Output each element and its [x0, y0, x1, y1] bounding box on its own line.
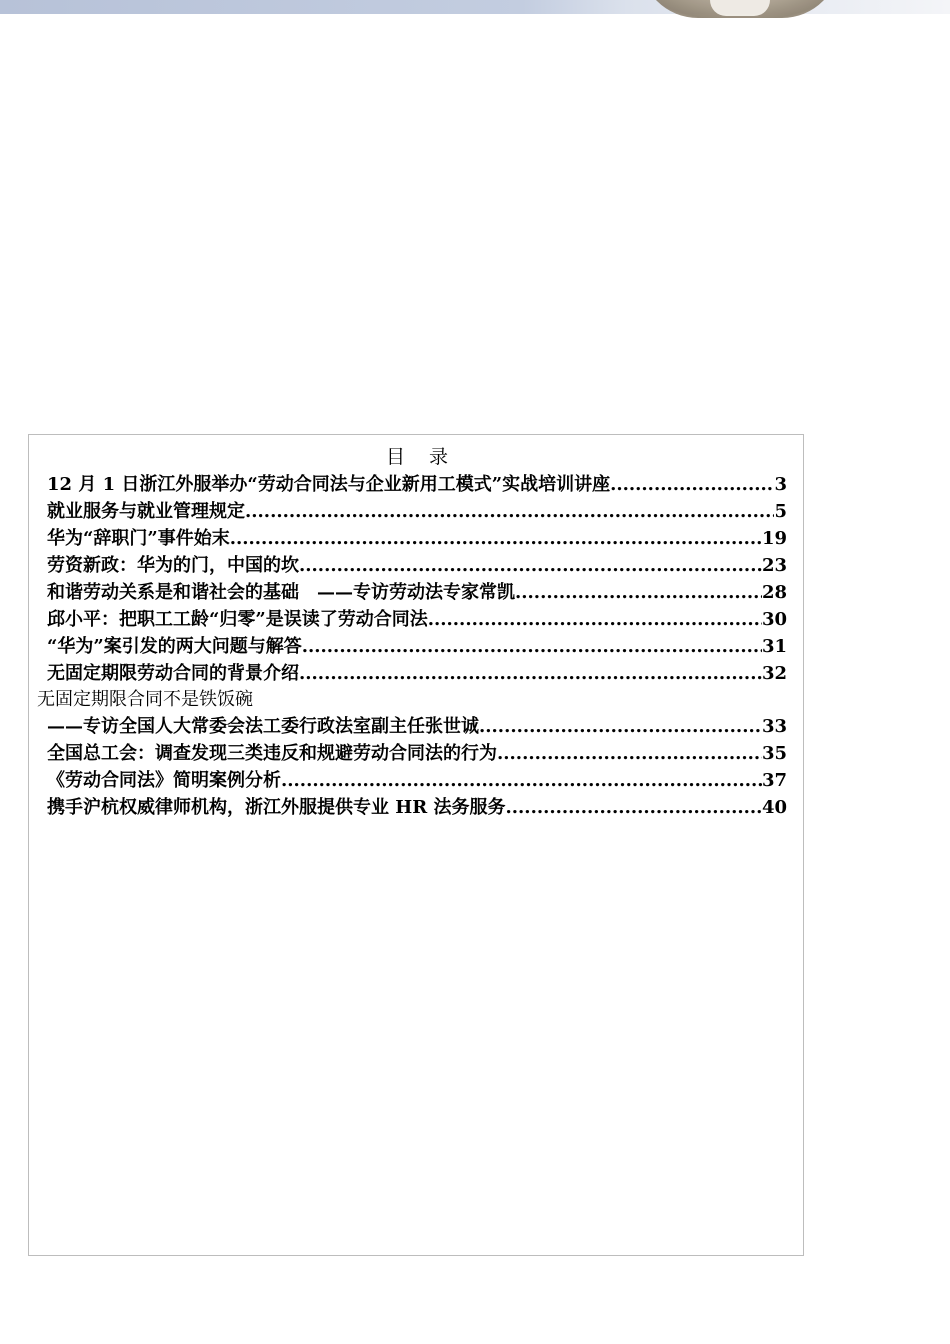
toc-subheading: 无固定期限合同不是铁饭碗: [37, 689, 253, 710]
toc-entry[interactable]: 和谐劳动关系是和谐社会的基础 ——专访劳动法专家常凯 ..... 28: [47, 579, 787, 606]
emblem-logo: [640, 0, 840, 18]
toc-entry[interactable]: 邱小平：把职工工龄“归零”是误读了劳动合同法 ..... 30: [47, 606, 787, 633]
toc-entry[interactable]: 华为“辞职门”事件始末 ..... 19: [47, 525, 787, 552]
toc-entry[interactable]: 携手沪杭权威律师机构，浙江外服提供专业 HR 法务服务 ..... 40: [47, 794, 787, 821]
toc-entry[interactable]: ——专访全国人大常委会法工委行政法室副主任张世诚 ..... 33: [47, 713, 787, 740]
toc-entry[interactable]: 就业服务与就业管理规定 ..... 5: [47, 498, 787, 525]
toc-entry[interactable]: 12 月 1 日浙江外服举办“劳动合同法与企业新用工模式”实战培训讲座 ..... 3: [47, 471, 787, 498]
toc-entry[interactable]: 无固定期限劳动合同的背景介绍 ..... 32: [47, 660, 787, 687]
toc-entry[interactable]: 全国总工会：调查发现三类违反和规避劳动合同法的行为 ..... 35: [47, 740, 787, 767]
toc-entry[interactable]: 劳资新政：华为的门，中国的坎 ..... 23: [47, 552, 787, 579]
toc-entry[interactable]: “华为”案引发的两大问题与解答 ..... 31: [47, 633, 787, 660]
toc-entry[interactable]: 《劳动合同法》简明案例分析 ..... 37: [47, 767, 787, 794]
table-of-contents: [28, 434, 804, 1256]
toc-title: 目 录: [385, 446, 449, 468]
